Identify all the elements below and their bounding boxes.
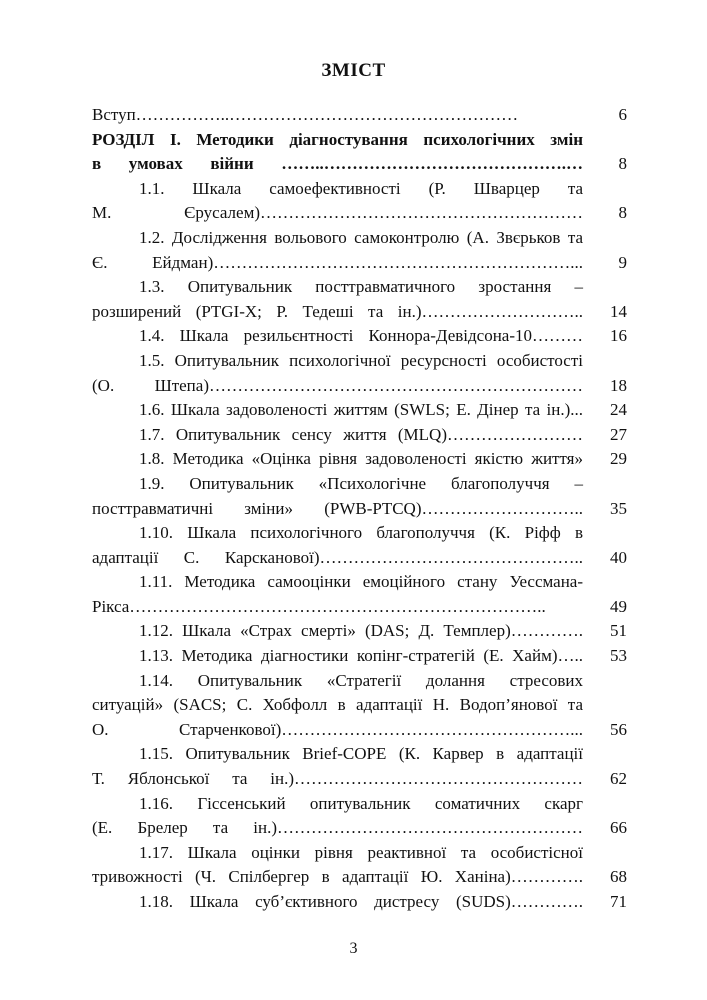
toc-entry-text: 1.7. Опитувальник сенсу життя (MLQ)…………………… [139, 424, 583, 444]
toc-entry-text: 1.17. Шкала оцінки рівня реактивної та особистісної [139, 842, 583, 862]
toc-entry-text: 1.1. Шкала самоефективності (Р. Шварцер та [139, 178, 583, 198]
toc-entry-line [92, 767, 627, 792]
toc-entry-text: 1.8. Методика «Оцінка рівня задоволеності якістю життя» [139, 449, 583, 469]
toc-entry-line [92, 423, 627, 448]
toc-entry-page: 71 [610, 892, 627, 911]
toc-entry-line [92, 447, 627, 472]
toc-entry-line [92, 349, 627, 374]
toc-entry-page: 8 [618, 154, 627, 174]
toc-entry-line [92, 521, 627, 546]
toc-entry-page: 56 [610, 719, 627, 739]
toc-entry-text: (Е. Брелер та ін.)……………………………………………… [92, 818, 583, 838]
toc-entry-line [92, 374, 627, 399]
toc-entry-line [92, 546, 627, 571]
toc-entry-page: 24 [610, 400, 627, 420]
toc-entry-text: 1.5. Опитувальник психологічної ресурсності особистості [139, 350, 583, 370]
toc-entry-text: розширений (PTGI-X; Р. Тедеші та ін.)……………………….. [92, 301, 583, 321]
toc-entry-page: 14 [610, 301, 627, 321]
toc-entry-line [92, 669, 627, 694]
toc-entry-page: 35 [610, 498, 627, 518]
toc-entry-text: посттравматичні зміни» (PWB-PTCQ)……………………….. [92, 498, 583, 518]
toc-entry-text: 1.15. Опитувальник Brief-COPE (К. Карвер в адаптації [139, 744, 583, 764]
toc-entry-page: 8 [618, 203, 627, 223]
toc-entry-text: 1.14. Опитувальник «Стратегії долання стресових [139, 670, 583, 690]
toc-entry-text: 1.9. Опитувальник «Психологічне благополуччя – [139, 473, 583, 493]
toc-entry-text: РОЗДІЛ І. Методики діагностування психологічних змін [92, 129, 583, 149]
toc-entry-page: 62 [610, 769, 627, 789]
toc-entry-line [92, 251, 627, 276]
toc-entry-text: 1.10. Шкала психологічного благополуччя (К. Ріфф в [139, 523, 583, 543]
toc-entry-page: 27 [610, 424, 627, 444]
toc-entry-page: 29 [610, 449, 627, 469]
toc-entry-line [92, 201, 627, 226]
toc-entry-line [92, 841, 627, 866]
toc-entry-text: 1.13. Методика діагностики копінг-стратегій (Е. Хайм)….. [139, 646, 583, 666]
toc-entry-line [92, 792, 627, 817]
toc-entry-line [92, 103, 627, 128]
toc-entry-text: тривожності (Ч. Спілбергер в адаптації Ю. Ханіна)…………. [92, 867, 583, 887]
toc-entry-line [92, 226, 627, 251]
toc-entry-page: 51 [610, 621, 627, 641]
toc-entry-line [92, 570, 627, 595]
toc-entry-text: Рікса……………………………………………………………….. [92, 596, 546, 616]
toc-entry-text: М. Єрусалем)………………………………………………… [92, 203, 583, 223]
toc-entry-page: 66 [610, 818, 627, 838]
toc-entry-line [92, 742, 627, 767]
toc-entry-line [92, 595, 627, 620]
toc-entry-line [92, 718, 627, 743]
toc-entry-text: Є. Ейдман)………………………………………………………... [92, 252, 583, 272]
toc-entry-text: 1.12. Шкала «Страх смерті» (DAS; Д. Темплер)…………. [139, 621, 583, 641]
toc-entry-line [92, 472, 627, 497]
page-number: 3 [349, 940, 358, 957]
toc-entry-text: (О. Штепа)………………………………………………………… [92, 375, 583, 395]
toc-entry-page: 68 [610, 867, 627, 887]
toc-entry-text: 1.11. Методика самооцінки емоційного стану Уессмана- [139, 572, 583, 592]
toc-entry-line [92, 497, 627, 522]
toc-entry-text: адаптації С. Карсканової)……………………………………….. [92, 547, 583, 567]
toc-entry-line [92, 128, 627, 153]
toc-entry-text: 1.4. Шкала резильєнтності Коннора-Девідсона-10……… [139, 326, 583, 346]
toc-entry-text: 1.3. Опитувальник посттравматичного зростання – [139, 277, 583, 297]
toc-entry-text: Т. Яблонської та ін.)…………………………………………… [92, 769, 583, 789]
toc-entry-page: 18 [610, 375, 627, 395]
toc-entry-page: 49 [610, 596, 627, 616]
toc-entry-line [92, 275, 627, 300]
page-title: ЗМІСТ [321, 60, 386, 81]
toc-entry-text: ситуацій» (SACS; С. Хобфолл в адаптації Н. Водоп’янової та [92, 695, 583, 715]
toc-entry-line [92, 865, 627, 890]
toc-entry-line [92, 177, 627, 202]
table-of-contents [92, 103, 627, 915]
toc-entry-page: 6 [618, 105, 627, 124]
toc-entry-page: 16 [610, 326, 627, 346]
toc-entry-line [92, 300, 627, 325]
toc-entry-text: 1.16. Гіссенський опитувальник соматичних скарг [139, 793, 583, 813]
toc-entry-page: 9 [618, 252, 627, 272]
toc-entry-line [92, 816, 627, 841]
toc-entry-text: в умовах війни ……..…………………………………….… [92, 154, 583, 174]
toc-entry-page: 53 [610, 646, 627, 666]
toc-entry-line [92, 693, 627, 718]
toc-entry-line [92, 644, 627, 669]
toc-entry-text: 1.18. Шкала суб’єктивного дистресу (SUDS)…………. [139, 892, 583, 911]
toc-entry-page: 40 [610, 547, 627, 567]
toc-entry-text: Вступ……………..…………………………………………… [92, 105, 519, 124]
toc-entry-line [92, 324, 627, 349]
toc-entry-line [92, 890, 627, 915]
toc-entry-text: 1.2. Дослідження вольового самоконтролю (А. Звєрьков та [139, 227, 583, 247]
toc-entry-line [92, 152, 627, 177]
toc-entry-text: 1.6. Шкала задоволеності життям (SWLS; Е. Дінер та ін.)... [139, 400, 583, 420]
toc-entry-line [92, 619, 627, 644]
toc-entry-text: О. Старченкової)……………………………………………... [92, 719, 583, 739]
toc-entry-line [92, 398, 627, 423]
